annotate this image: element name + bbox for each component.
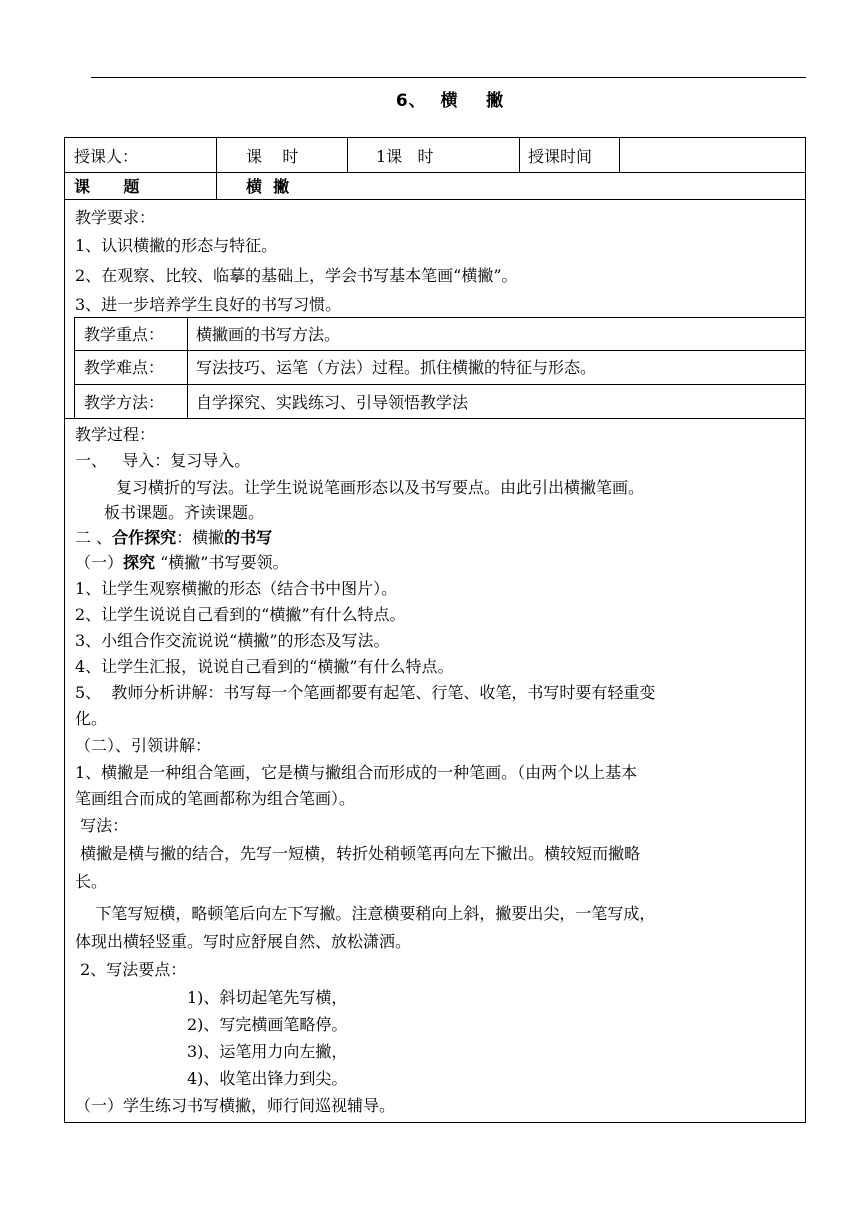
subsection-1-rest: “横撇”书写要领。 xyxy=(155,553,289,572)
header-rule xyxy=(91,77,806,78)
class-hours-label: 课 时 xyxy=(246,147,299,166)
subsection-1-open: （一） xyxy=(75,553,124,572)
point-item: 2)、写完横画笔略停。 xyxy=(187,1015,348,1034)
column-divider xyxy=(187,317,188,418)
practice-line: （一）学生练习书写横撇，师行间巡视辅导。 xyxy=(75,1096,396,1115)
column-divider xyxy=(347,137,348,172)
section-1-paragraph: 板书课题。齐读课题。 xyxy=(104,503,265,522)
method-line: 长。 xyxy=(75,872,108,891)
row-divider xyxy=(74,384,806,385)
requirement-item: 3、进一步培养学生良好的书写习惯。 xyxy=(75,295,342,314)
subsection-2-title: （二）、引领讲解： xyxy=(75,736,212,755)
subsection-1-title xyxy=(75,552,288,574)
point-item: 4)、收笔出锋力到尖。 xyxy=(187,1069,348,1088)
method-value: 自学探究、实践练习、引导领悟教学法 xyxy=(196,393,469,412)
key-point-label: 教学重点： xyxy=(84,325,165,344)
time-label: 授课时间 xyxy=(528,147,593,166)
page-title: 6、 横 撇 xyxy=(395,91,505,111)
section-2-bold-2: 的书写 xyxy=(224,528,273,547)
explanation-line: 笔画组合而成的笔画都称为组合笔画）。 xyxy=(75,789,356,808)
section-2-mid: ：横撇 xyxy=(176,528,225,547)
method-line: 体现出横轻竖重。写时应舒展自然、放松潇洒。 xyxy=(75,932,412,951)
class-hours-value: 1课 时 xyxy=(376,147,434,166)
row-divider xyxy=(64,199,806,200)
row-divider xyxy=(64,172,806,173)
step-5-line: 化。 xyxy=(75,709,108,728)
point-item: 3)、运笔用力向左撇， xyxy=(187,1042,348,1061)
section-2-title xyxy=(75,527,272,549)
section-1-paragraph: 复习横折的写法。让学生说说笔画形态以及书写要点。由此引出横撇笔画。 xyxy=(116,478,645,497)
method-heading: 写法： xyxy=(75,816,129,835)
step-item: 4、让学生汇报，说说自己看到的“横撇”有什么特点。 xyxy=(75,657,454,676)
teacher-label: 授课人： xyxy=(74,147,139,166)
section-2-prefix: 二 、 xyxy=(75,528,113,547)
row-divider xyxy=(74,350,806,351)
key-point-value: 横撇画的书写方法。 xyxy=(196,325,341,344)
subsection-1-bold: 探究 xyxy=(123,553,156,572)
requirement-item: 2、在观察、比较、临摹的基础上，学会书写基本笔画“横撇”。 xyxy=(75,266,518,285)
step-item: 2、让学生说说自己看到的“横撇”有什么特点。 xyxy=(75,605,406,624)
step-item: 3、小组合作交流说说“横撇”的形态及写法。 xyxy=(75,631,390,650)
method-label: 教学方法： xyxy=(84,393,165,412)
method-line: 横撇是横与撇的结合，先写一短横，转折处稍顿笔再向左下撇出。横较短而撇略 xyxy=(75,844,641,863)
topic-value: 横 撇 xyxy=(246,177,290,196)
column-divider xyxy=(519,137,520,172)
method-line: 下笔写短横，略顿笔后向左下写撇。注意横要稍向上斜，撇要出尖，一笔写成， xyxy=(75,904,656,923)
point-item: 1)、斜切起笔先写横， xyxy=(187,988,348,1007)
requirements-heading: 教学要求： xyxy=(75,208,156,227)
column-divider xyxy=(619,137,620,172)
difficulty-value: 写法技巧、运笔（方法）过程。抓住横撇的特征与形态。 xyxy=(196,358,597,377)
section-1-title: 一、 导入：复习导入。 xyxy=(75,451,251,470)
topic-label: 课 题 xyxy=(74,177,140,196)
column-divider xyxy=(216,137,217,199)
section-2-bold: 合作探究 xyxy=(112,528,177,547)
step-5-line: 5、 教师分析讲解：书写每一个笔画都要有起笔、行笔、收笔，书写时要有轻重变 xyxy=(75,683,656,702)
row-divider xyxy=(64,418,806,419)
step-item: 1、让学生观察横撇的形态（结合书中图片）。 xyxy=(75,579,398,598)
explanation-line: 1、横撇是一种组合笔画，它是横与撇组合而形成的一种笔画。（由两个以上基本 xyxy=(75,763,638,782)
requirement-item: 1、认识横撇的形态与特征。 xyxy=(75,236,278,255)
process-heading: 教学过程： xyxy=(75,425,156,444)
difficulty-label: 教学难点： xyxy=(84,358,165,377)
points-heading: 2、写法要点： xyxy=(75,960,187,979)
